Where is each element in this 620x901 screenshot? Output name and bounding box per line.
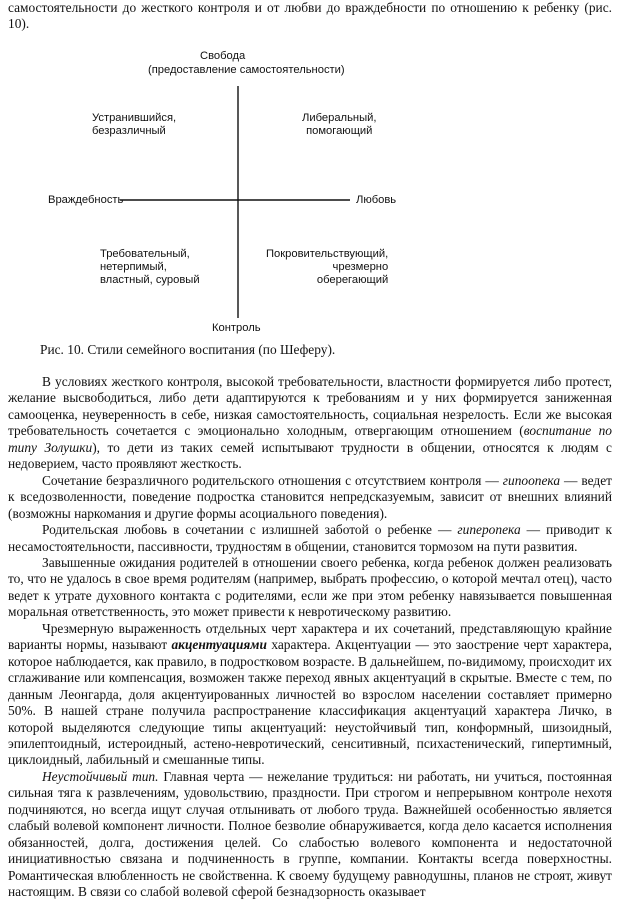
figure-caption: Рис. 10. Стили семейного воспитания (по Шеферу). (40, 342, 336, 357)
quadrant-line: Требовательный, (100, 248, 190, 260)
text-run: характера. Акцентуации — это заострение черт характера, которое наблюдается, как правило, в подростковом возрасте. В дальнейшем, по-видимому, происходит их сглаживание или компенсация, возможен также переход явных акцентуаций в скрытые. Вместе с тем, по данным Леонгарда, доля акцентуированных личностей во взрослом населении составляет примерно 50%. В нашей стране получила распространение классификация акцентуаций характера Личко, в которой выделяются следующие типы акцентуаций: неустойчивый тип, конформный, шизоидный, эпилептоидный, истероидный, астено-невротический, сенситивный, психастенический, гипертимный, циклоидный, лабильный и смешанные типы. (8, 637, 612, 768)
quadrant-line: оберегающий (316, 274, 389, 287)
paragraph-hyperprotection (8, 522, 612, 555)
intro-paragraph: самостоятельности до жесткого контроля и от любви до враждебности по отношению к ребенку (рис. 10). (8, 0, 612, 32)
text-run: В условиях жесткого контроля, высокой требовательности, властности формируется либо протест, желание высвободиться, либо дети адаптируются к требованиям и у них формируется заниженная самооценка, неуверенность в себе, низкая самостоятельность, социальная незрелость. Если же высокая требовательность сочетается с эмоционально холодным, отвергающим отношением ( (8, 374, 612, 439)
quadrant-line: помогающий (306, 125, 373, 138)
quadrant-line: Покровительствующий, (266, 248, 389, 260)
quadrant-line: Либеральный, (302, 112, 377, 124)
italic-term: воспитание по типу Золушки (8, 423, 612, 455)
paragraph-hypoprotection (8, 473, 612, 522)
text-run: Чрезмерную выраженность отдельных черт характера и их сочетаний, представляющую крайние варианты нормы, называют (8, 620, 612, 653)
axis-label-right: Любовь (356, 194, 397, 206)
paragraph-expectations: Завышенные ожидания родителей в отношении своего ребенка, когда ребенок должен реализовать то, что не удалось в свое время родителям (например, выбрать профессию, о которой мечтал отец), часто ведет к утрате духовного контакта с родителями, если же при этом ребенку навязывается повышенная моральная ответственность, это может привести к невротическому развитию. (8, 554, 612, 620)
axis-label-bottom: Контроль (212, 322, 261, 334)
quadrant-line: чрезмерно (332, 261, 389, 274)
paragraph-control (8, 374, 612, 473)
axis-label-left: Враждебность (48, 194, 124, 206)
quadrant-top-right (302, 112, 376, 138)
text-run: Родительская любовь в сочетании с излишней заботой о ребенке — (42, 522, 458, 538)
quadrant-line: Устранившийся, (92, 112, 177, 124)
italic-term: акцентуациями (171, 637, 267, 653)
italic-term: гипоопека (502, 472, 561, 488)
axis-label-top: Свобода (200, 50, 246, 62)
diagram-axes (40, 48, 420, 338)
quadrant-line: властный, суровый (100, 274, 200, 287)
schaefer-diagram (40, 48, 420, 338)
text-run: Главная черта — нежелание трудиться: ни работать, ни учиться, постоянная сильная тяга к развлечениям, удовольствию, праздности. При строгом и непрерывном контроле нехотя подчиняются, но всегда ищут случая отлынивать от любого труда. Важнейшей особенностью является слабый волевой компонент личности. Полное безволие обнаруживается, когда дело касается исполнения обязанностей, долга, достижения целей. Со слабостью волевого компонента и недостаточной инициативностью связана и подчиненность в группе, компании. Контакты всегда поверхностны. Романтическая влюбленность не свойственна. К своему будущему равнодушны, планов не строят, живут настоящим. В связи со слабой волевой сферой безнадзорность оказывает (8, 768, 612, 900)
quadrant-line: нетерпимый, (100, 261, 167, 274)
text-run: — приводит к несамостоятельности, пассивности, трудностям в общении, становится тормозом на пути развития. (8, 522, 612, 554)
italic-term: Неустойчивый тип. (42, 768, 159, 784)
axis-sublabel-top: (предоставление самостоятельности) (148, 64, 345, 76)
text-run: Сочетание безразличного родительского отношения с отсутствием контроля — (42, 472, 503, 488)
text-run: — ведет к вседозволенности, поведение подростка становится непредсказуемым, зависит от внешних влияний (возможны наркомания и другие формы асоциального поведения). (8, 472, 612, 521)
italic-term: гиперопека (457, 522, 521, 538)
paragraph-accentuations (8, 621, 612, 769)
body-text (8, 374, 612, 901)
quadrant-line: безразличный (92, 125, 166, 138)
quadrant-bottom-right (266, 248, 388, 288)
text-run: ), то дети из таких семей испытывают трудности в общении, относятся к людям с недоверием, часто проявляют жесткость. (8, 439, 612, 472)
quadrant-bottom-left (100, 248, 200, 288)
quadrant-top-left (92, 112, 176, 138)
